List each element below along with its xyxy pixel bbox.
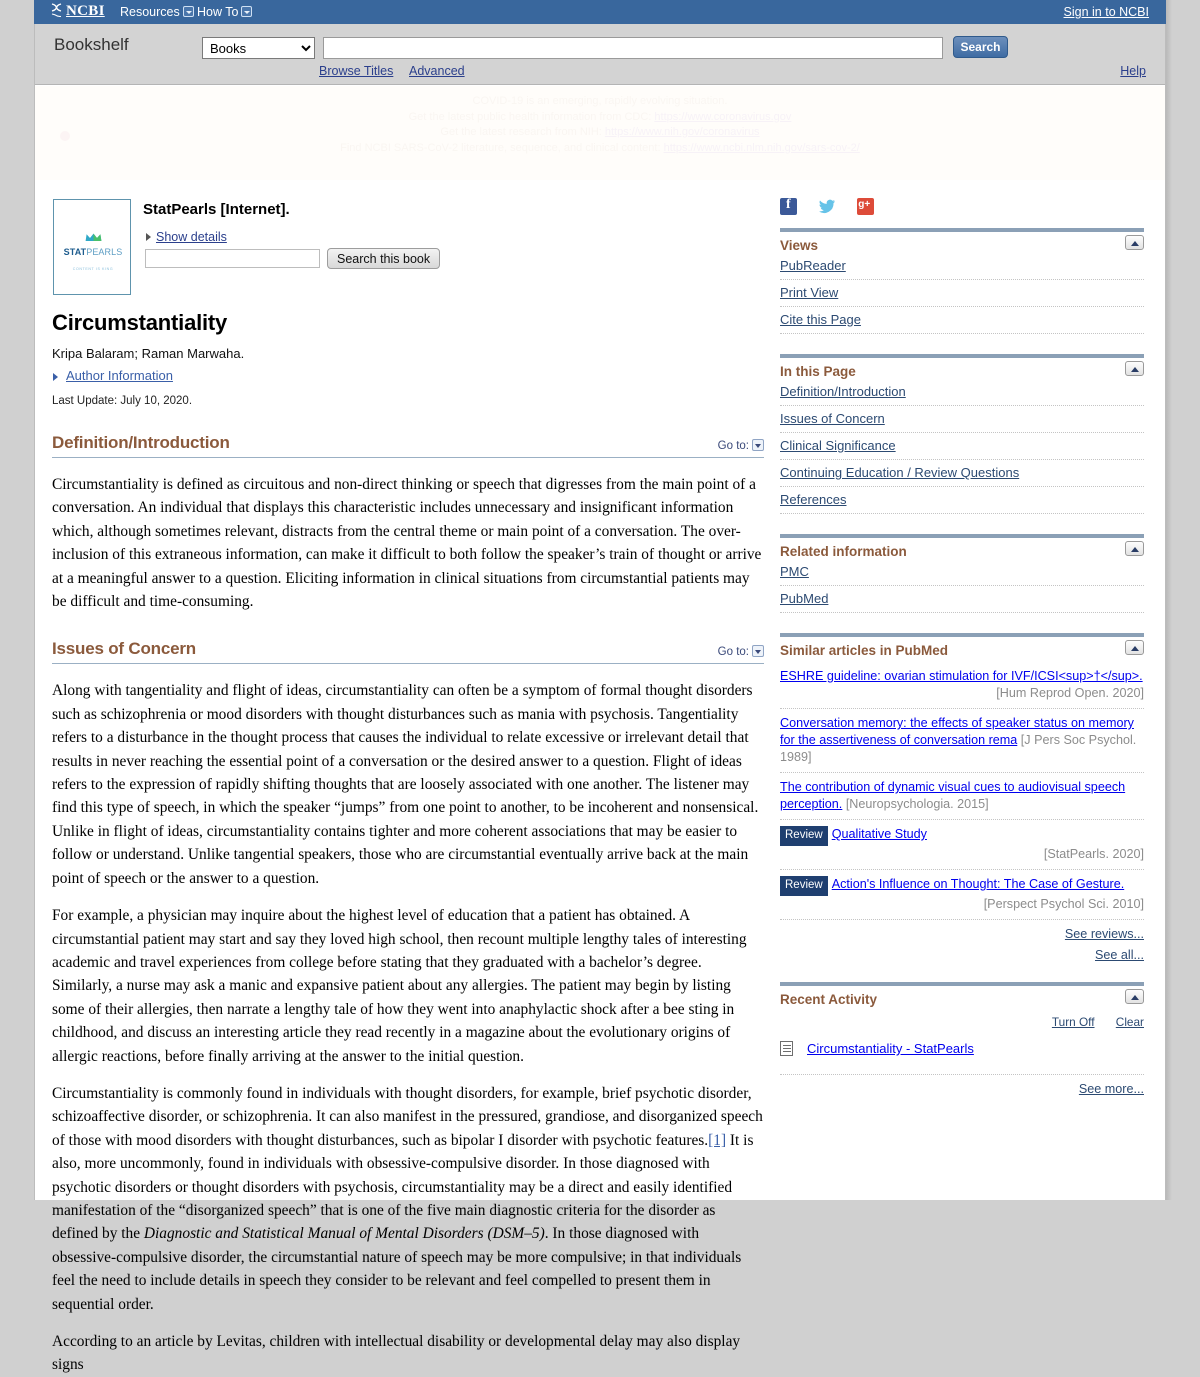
panel-related-information [780, 534, 1144, 613]
toc-item-definition[interactable]: Definition/Introduction [780, 383, 1144, 406]
googleplus-icon[interactable] [857, 198, 874, 215]
toc-item-clinical-significance[interactable]: Clinical Significance [780, 433, 1144, 460]
similar-article-title[interactable]: ESHRE guideline: ovarian stimulation for IVF/ICSI<sup>†</sup>. [780, 669, 1143, 683]
goto-dropdown[interactable] [718, 439, 764, 452]
show-details-link[interactable]: Show details [156, 230, 227, 244]
collapse-toggle-button[interactable] [1125, 361, 1144, 376]
similar-article-title[interactable]: Action's Influence on Thought: The Case of Gesture. [831, 877, 1125, 891]
paragraph-part-c: . In those diagnosed with obsessive-compulsive disorder, the circumstantial nature of speech may be more compulsive; in that individuals feel the need to include details in speech they consider to be relevant and feel compelled to present them in sequential order. [52, 1225, 742, 1313]
document-icon [780, 1041, 793, 1056]
right-sidebar [780, 198, 1144, 1116]
panel-rule [780, 354, 1144, 358]
panel-title: Related information [780, 544, 907, 559]
toc-item-references[interactable]: References [780, 487, 1144, 514]
similar-article-journal: [Perspect Psychol Sci. 2010] [983, 897, 1144, 911]
panel-similar-articles [780, 633, 1144, 962]
cdc-link[interactable]: https://www.coronavirus.gov [654, 110, 792, 123]
covid-line-3-text: Get the latest research from NIH: [440, 126, 602, 138]
clear-button[interactable]: Clear [1115, 1015, 1144, 1029]
panel-rule [780, 228, 1144, 232]
related-item-pubmed[interactable]: PubMed [780, 586, 1144, 613]
recent-activity-title[interactable]: Circumstantiality - StatPearls [807, 1041, 974, 1056]
covid-line-4-text: Find NCBI SARS-CoV-2 literature, sequence, and clinical content: [340, 141, 661, 154]
views-item-cite-this-page[interactable]: Cite this Page [780, 307, 1144, 334]
paragraph: According to an article by Levitas, children with intellectual disability or developmental delay may also display signs [52, 1333, 741, 1374]
similar-article-title[interactable]: The contribution of dynamic visual cues to audiovisual speech perception. [780, 780, 1126, 811]
help-link[interactable]: Help [1120, 64, 1146, 78]
twitter-icon[interactable] [819, 198, 836, 215]
collapse-toggle-button[interactable] [1125, 541, 1144, 556]
similar-article-row[interactable] [780, 870, 1144, 920]
similar-article-row[interactable] [780, 820, 1144, 870]
panel-header [780, 361, 1144, 383]
ncbi-logo[interactable] [50, 3, 105, 20]
paragraph-part-a: Circumstantiality is commonly found in individuals with thought disorders, for example, brief psychotic disorder, schizoaffective disorder, or schizophrenia. It can also manifest in the pressured, grandiose, and disorganized speech of those with mood disorders with thought disturbances, such as bipolar I disorder with psychotic features. [52, 1084, 763, 1149]
site-title: Bookshelf [54, 35, 129, 54]
browse-titles-link[interactable]: Browse Titles [319, 64, 394, 78]
review-badge: Review [780, 876, 828, 896]
panel-title: Views [780, 238, 819, 253]
toc-item-issues[interactable]: Issues of Concern [780, 406, 1144, 433]
chevron-down-icon [241, 6, 252, 17]
covid-line-4 [35, 141, 1165, 157]
twitter-bird-icon [819, 198, 836, 215]
recent-activity-item[interactable] [780, 1031, 1144, 1075]
goto-label: Go to: [717, 646, 749, 659]
panel-title: Recent Activity [780, 992, 878, 1007]
see-more-link[interactable]: See more... [1078, 1082, 1144, 1096]
howto-menu[interactable] [197, 5, 252, 19]
similar-article-journal: [StatPearls. 2020] [1043, 847, 1144, 861]
chevron-down-icon [752, 645, 764, 657]
book-search-input[interactable] [145, 249, 320, 268]
see-reviews-link[interactable]: See reviews... [1064, 927, 1144, 941]
views-item-pubreader[interactable]: PubReader [780, 257, 1144, 280]
expand-triangle-icon [146, 233, 151, 241]
article-main [52, 310, 764, 1377]
book-title: StatPearls [Internet]. [143, 201, 290, 218]
paragraph-part-b: It is also, more uncommonly, found in individuals with obsessive-compulsive disorder. In those diagnosed with psychotic disorders or thought disorders with psychosis, circumstantiality may be a direct and easily identified manifestation of the “disorganized speech” that is one of the five main diagnostic criteria for the disorder as defined by the [52, 1131, 754, 1243]
goto-label: Go to: [717, 440, 749, 452]
panel-header [780, 640, 1144, 662]
panel-recent-activity [780, 982, 1144, 1096]
recent-activity-controls [780, 1011, 1144, 1031]
similar-article-journal: [Neuropsychologia. 2015] [845, 797, 989, 811]
see-all-link[interactable]: See all... [1094, 948, 1144, 962]
paragraph: Circumstantiality is defined as circuitous and non-direct thinking or speech that digresses from the main point of a conversation. An individual that displays this characteristic includes unnecessary and insignificant information which, although sometimes relevant, distracts from the central theme or main point of a conversation. The over-inclusion of this extraneous information, can make it difficult to both follow the speaker’s train of thought or arrive at a meaningful answer to a question. Eliciting information in clinical situations from circumstantial patients may be difficult and time-consuming. [52, 476, 762, 611]
citation-link[interactable]: [1] [708, 1131, 727, 1149]
panel-title: Similar articles in PubMed [780, 643, 949, 658]
collapse-toggle-button[interactable] [1125, 989, 1144, 1004]
statpearls-stat: STAT [63, 247, 87, 257]
dsm-title-italic: Diagnostic and Statistical Manual of Mental Disorders (DSM–5) [143, 1225, 545, 1243]
similar-article-journal: [Hum Reprod Open. 2020] [996, 686, 1144, 700]
statpearls-pearls: PEARLS [86, 247, 123, 257]
section-title: Definition/Introduction [52, 433, 230, 452]
similar-article-row[interactable] [780, 662, 1144, 709]
last-update: Last Update: July 10, 2020. [52, 395, 193, 407]
statpearls-tagline: CONTENT IS KING [72, 267, 114, 271]
section-header-definition [52, 433, 764, 458]
panel-rule [780, 982, 1144, 986]
statpearls-wordmark [64, 247, 123, 257]
search-input[interactable] [323, 37, 943, 59]
author-information-link[interactable]: Author Information [66, 368, 173, 383]
howto-label: How To [197, 5, 239, 19]
ncbi-top-bar [34, 0, 1166, 24]
author-list: Kripa Balaram; Raman Marwaha. [52, 346, 245, 361]
crown-icon [85, 233, 102, 242]
panel-rule [780, 633, 1144, 637]
facebook-icon[interactable] [780, 198, 797, 215]
related-item-pmc[interactable]: PMC [780, 563, 1144, 586]
book-cover-thumbnail[interactable] [53, 199, 131, 295]
covid-line-2 [35, 110, 1165, 126]
social-share-bar [780, 198, 1144, 228]
resources-menu[interactable] [120, 5, 194, 19]
panel-header [780, 235, 1144, 257]
expand-triangle-icon [53, 373, 58, 381]
ncbi-helix-icon [50, 3, 63, 17]
review-badge: Review [780, 826, 828, 846]
advanced-search-link[interactable]: Advanced [409, 64, 465, 78]
covid-line-3 [35, 125, 1165, 141]
panel-in-this-page [780, 354, 1144, 514]
resources-label: Resources [120, 5, 180, 19]
panel-rule [780, 534, 1144, 538]
page-title: Circumstantiality [52, 310, 228, 335]
search-button[interactable]: Search [953, 36, 1008, 58]
toc-item-continuing-education[interactable]: Continuing Education / Review Questions [780, 460, 1144, 487]
panel-header [780, 541, 1144, 563]
paragraph: Along with tangentiality and flight of ideas, circumstantiality can often be a symptom of formal thought disorders such as schizophrenia or mood disorders with thought disturbances such as mania with psychosis. Tangentiality refers to a disturbance in the thought process that causes the individual to relate excessive or irrelevant detail that results in never reaching the essential point of a conversation or the desired answer to a question. Flight of ideas refers to the expression of rapidly shifting thoughts that are loosely associated with one another. The listener may find this type of speech, in which the speaker “jumps” from one point to another, to be incoherent and nonsensical. Unlike in flight of ideas, circumstantiality contains tighter and more coherent associations that may be easier to follow or understand. Unlike tangential speakers, those who are circumstantial eventually arrive back at the main point of speech or the answer to a question. [52, 682, 759, 887]
similar-article-journal: [J Pers Soc Psychol. 1989] [780, 733, 1137, 764]
bookshelf-search-header [35, 24, 1165, 85]
panel-views [780, 228, 1144, 334]
chevron-down-icon [752, 439, 764, 451]
covid-line-1: COVID-19 is an emerging, rapidly evolving situation. [472, 95, 728, 107]
covid-line-2-text: Get the latest public health information from CDC: [408, 110, 652, 123]
ncbi-sars-link[interactable]: https://www.ncbi.nlm.nih.gov/sars-cov-2/ [663, 141, 860, 154]
section-header-issues [52, 639, 764, 664]
statpearls-logo [54, 233, 132, 273]
section-title: Issues of Concern [52, 639, 196, 659]
section-body-issues [52, 679, 764, 1376]
similar-article-row[interactable] [780, 773, 1144, 820]
similar-article-title[interactable]: Conversation memory: the effects of speaker status on memory for the assertiveness of conversation rema [780, 716, 1134, 747]
collapse-toggle-button[interactable] [1125, 235, 1144, 250]
similar-article-title[interactable]: Qualitative Study [831, 827, 927, 841]
panel-header [780, 989, 1144, 1011]
similar-article-row[interactable] [780, 709, 1144, 773]
covid-notice [35, 86, 1165, 180]
nih-link[interactable]: https://www.nih.gov/coronavirus [604, 126, 760, 138]
goto-dropdown[interactable] [718, 645, 764, 658]
database-select[interactable] [202, 37, 315, 59]
ncbi-logo-text: NCBI [66, 3, 105, 19]
chevron-down-icon [183, 6, 194, 17]
views-item-print-view[interactable]: Print View [780, 280, 1144, 307]
paragraph-with-citation [52, 1082, 764, 1316]
search-this-book-button[interactable]: Search this book [327, 248, 440, 269]
paragraph: For example, a physician may inquire about the highest level of education that a patient has obtained. A circumstantial patient may start and say they loved high school, then recount multiple lengthy tales of interesting academic and travel experiences from college before stating that they graduated with a bachelor’s degree. Similarly, a nurse may ask a manic and expansive patient about any allergies. The patient may begin by listing some of their allergies, then narrate a lengthy tale of how they went into anaphylactic shock after a bee sting in childhood, and discuss an interesting article they read recently in a magazine about the evolutionary origins of allergic reactions, before finally arriving at the answer to the initial question. [52, 907, 747, 1065]
turn-off-button[interactable]: Turn Off [1051, 1015, 1095, 1029]
sign-in-link[interactable]: Sign in to NCBI [1063, 5, 1149, 19]
panel-title: In this Page [780, 364, 856, 379]
page-right-shadow [1166, 0, 1172, 1200]
virus-icon [60, 131, 70, 141]
collapse-toggle-button[interactable] [1125, 640, 1144, 655]
section-body-definition [52, 473, 764, 613]
